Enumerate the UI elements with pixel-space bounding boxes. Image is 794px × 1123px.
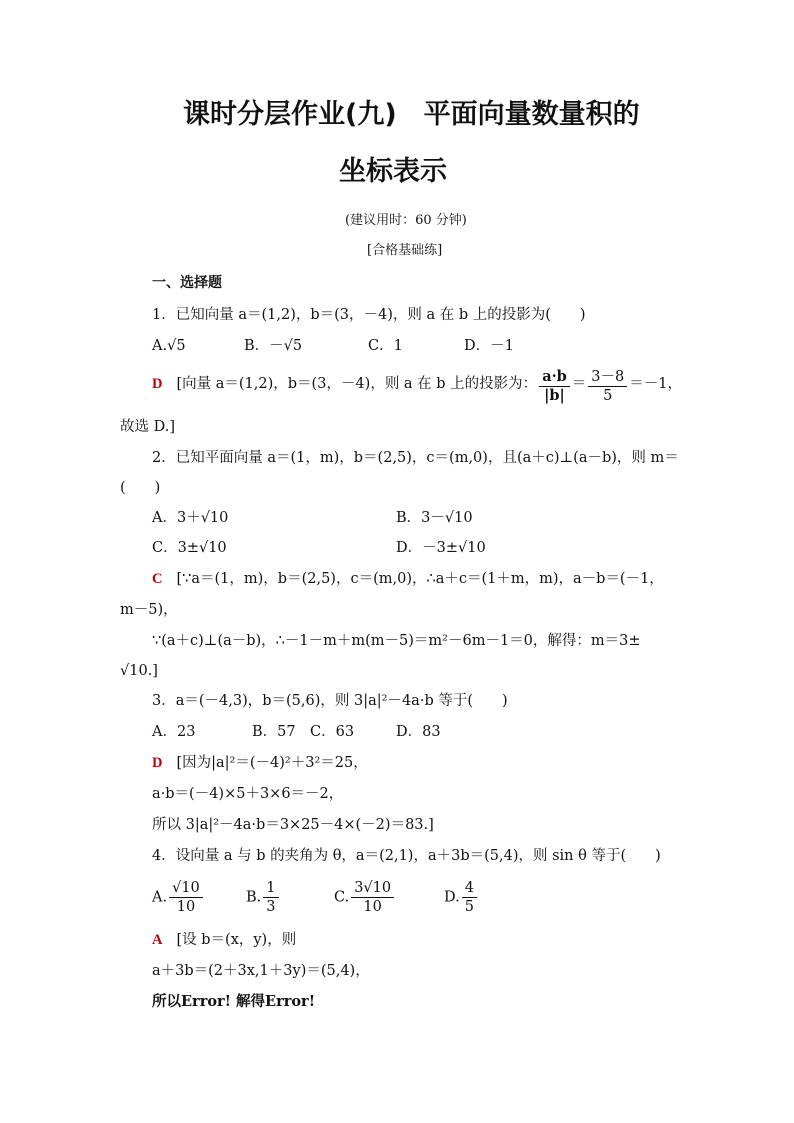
q4-solution-text1: [设 b＝(x，y)，则 <box>176 932 297 948</box>
q3-option-b: B．57 <box>252 724 296 740</box>
page-title-line2: 坐标表示 <box>339 156 447 187</box>
q4-option-c-label: C. <box>334 889 350 906</box>
q2-solution-line3: ∵(a＋c)⊥(a－b)，∴－1－m＋m(m－5)＝m²－6m－1＝0，解得：m＝3± <box>152 633 641 649</box>
q1-frac2-denominator: 5 <box>603 388 613 404</box>
q3-option-c: C．63 <box>310 724 355 740</box>
time-hint: (建议用时：60 分钟) <box>345 213 467 228</box>
q4-options <box>152 879 479 919</box>
q4-option-b <box>246 879 334 916</box>
page-title: 课时分层作业(九) 平面向量数量积的 <box>183 99 640 130</box>
q4-option-d-fraction <box>462 879 477 916</box>
q2-option-b: B．3－√10 <box>396 510 473 526</box>
q4-option-c-num: 3√10 <box>351 879 394 898</box>
q1-option-a: A.√5 <box>152 338 186 354</box>
q3-solution-line1 <box>152 754 368 772</box>
q4-option-a <box>152 879 246 916</box>
q4-answer-letter: A <box>152 932 163 948</box>
q4-option-c-den: 10 <box>363 899 382 915</box>
q4-option-d-den: 5 <box>464 899 474 915</box>
q2-options-row1 <box>152 509 473 527</box>
q1-solution-result: ＝－1， <box>629 376 682 392</box>
section-heading: 一、选择题 <box>152 275 222 291</box>
q4-solution-line3: 所以Error! 解得Error! <box>152 993 316 1010</box>
q3-solution-line2: a·b＝(－4)×5＋3×6＝－2， <box>152 786 344 802</box>
q1-frac2-numerator: 3－8 <box>588 368 627 387</box>
q4-option-b-fraction <box>263 879 278 916</box>
q4-solution-line1 <box>152 931 296 949</box>
q1-solution: D [向量 a＝(1,2)，b＝(3，－4)，则 a 在 b 上的投影为： $\frac{a\cdot b}{|b|}$ ＝ $\frac{3-8}{5}$ ＝－1， <box>152 368 682 404</box>
q4-option-a-num: √10 <box>169 879 203 898</box>
q4-option-a-label: A. <box>152 889 168 906</box>
q4-option-a-fraction <box>169 879 203 916</box>
q3-answer-letter: D <box>152 755 163 771</box>
q1-fraction-value <box>588 368 627 405</box>
q3-option-d: D．83 <box>396 724 441 740</box>
q4-solution-line2: a＋3b＝(2＋3x,1＋3y)＝(5,4)， <box>152 963 370 979</box>
q2-solution-line1 <box>152 570 664 588</box>
q4-stem: 4．设向量 a 与 b 的夹角为 θ，a＝(2,1)，a＋3b＝(5,4)，则 sin θ 等于( ) <box>152 848 661 864</box>
q1-solution-prefix: [向量 a＝(1,2)，b＝(3，－4)，则 a 在 b 上的投影为： <box>176 376 538 392</box>
q3-solution-line3: 所以 3|a|²－4a·b＝3×25－4×(－2)＝83.] <box>152 817 434 833</box>
q2-options-row2 <box>152 539 486 557</box>
q2-solution-line2: m－5)， <box>120 602 178 618</box>
q4-option-d <box>444 879 479 916</box>
q1-options <box>152 337 514 355</box>
q1-option-b: B．－√5 <box>244 338 303 354</box>
q3-solution-text1: [因为|a|²＝(－4)²＋3²＝25， <box>176 755 368 771</box>
q2-stem: 2．已知平面向量 a＝(1，m)，b＝(2,5)，c＝(m,0)，且(a＋c)⊥(a－b)，则 m＝ <box>152 450 679 466</box>
q2-solution-line4: √10.] <box>120 663 158 679</box>
q1-option-d: D．－1 <box>464 338 514 354</box>
q1-frac1-denominator: |b| <box>544 387 565 404</box>
q2-stem-cont: ( ) <box>120 480 161 496</box>
q4-option-c-fraction <box>351 879 394 916</box>
practice-level: [合格基础练] <box>367 243 443 258</box>
q4-option-b-label: B. <box>246 889 262 906</box>
q4-option-b-num: 1 <box>263 879 278 898</box>
q1-stem: 1．已知向量 a＝(1,2)，b＝(3，－4)，则 a 在 b 上的投影为( ) <box>152 307 586 323</box>
q3-stem: 3．a＝(－4,3)，b＝(5,6)，则 3|a|²－4a·b 等于( ) <box>152 693 508 709</box>
q4-option-a-den: 10 <box>176 899 196 915</box>
q4-option-b-den: 3 <box>266 899 276 915</box>
q2-option-a: A．3＋√10 <box>152 510 229 526</box>
q4-option-c <box>334 879 444 916</box>
q4-option-d-num: 4 <box>462 879 477 898</box>
q2-option-d: D．－3±√10 <box>396 540 486 556</box>
q3-options <box>152 723 441 741</box>
q2-option-c: C．3±√10 <box>152 540 227 556</box>
q1-frac1-numerator: a·b <box>539 368 570 387</box>
q3-option-a: A．23 <box>152 724 196 740</box>
q1-fraction-projection <box>539 368 570 405</box>
q1-option-c: C．1 <box>368 338 403 354</box>
q4-option-d-label: D. <box>444 889 460 906</box>
q2-solution-text1: [∵a＝(1，m)，b＝(2,5)，c＝(m,0)，∴a＋c＝(1＋m，m)，a－b＝(－1， <box>176 571 664 587</box>
q2-answer-letter: C <box>152 571 163 587</box>
q1-solution-end: 故选 D.] <box>120 419 175 435</box>
q1-answer-letter: D <box>152 376 163 392</box>
